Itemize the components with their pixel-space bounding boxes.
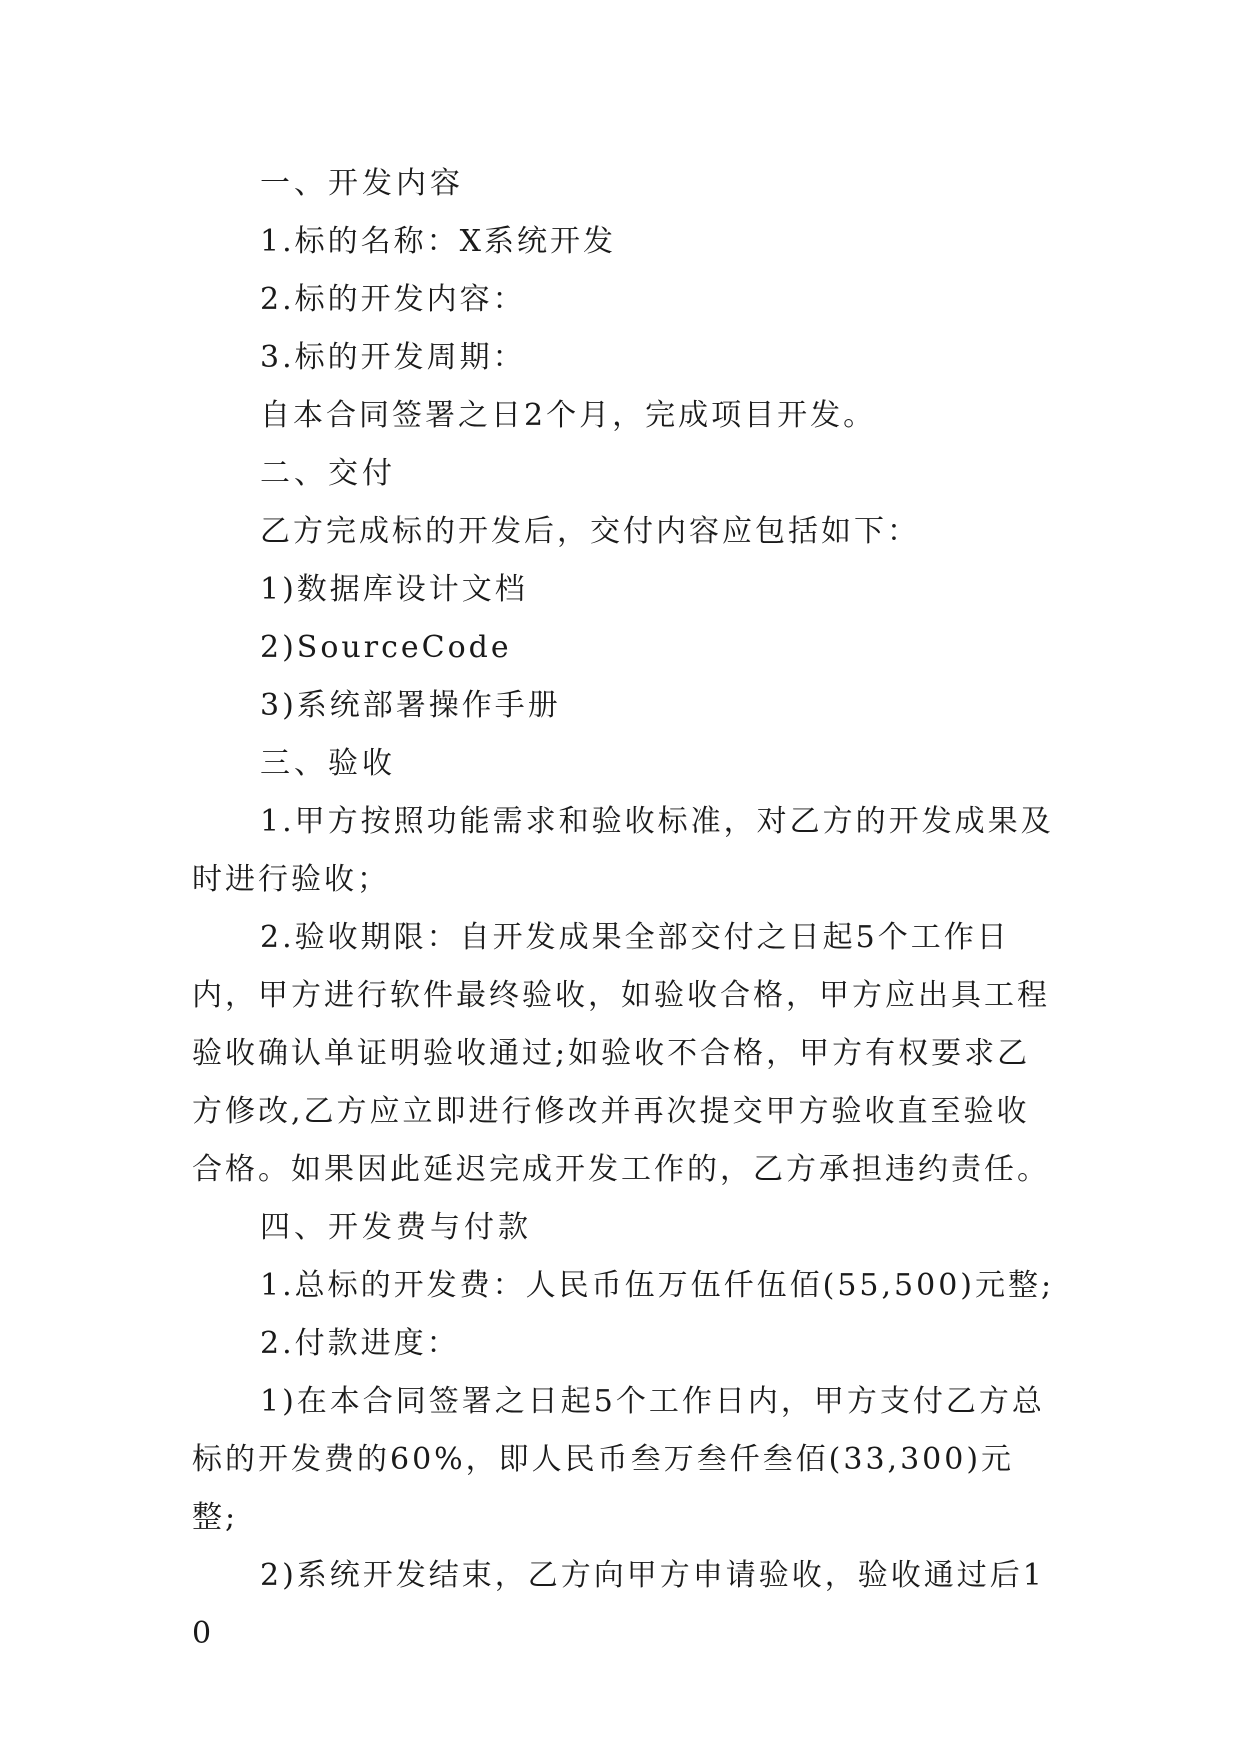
paragraph-development-period: 3.标的开发周期： [260, 340, 526, 375]
section-heading-fees-payment: 四、开发费与付款 [260, 1210, 532, 1245]
list-item-first-payment: 1)在本合同签署之日起5个工作日内，甲方支付乙方总标的开发费的60%，即人民币叁万叁仟叁佰(33,300)元整; [192, 1384, 1045, 1535]
list-item-second-payment: 2)系统开发结束，乙方向甲方申请验收，验收通过后10 [192, 1558, 1045, 1651]
paragraph-total-fee: 1.总标的开发费：人民币伍万伍仟伍佰(55,500)元整; [260, 1268, 1055, 1303]
paragraph-development-content: 2.标的开发内容： [260, 282, 526, 317]
section-heading-acceptance: 三、验收 [260, 746, 396, 781]
paragraph-delivery-intro: 乙方完成标的开发后，交付内容应包括如下： [260, 514, 920, 549]
list-item-source-code: 2)SourceCode [260, 630, 512, 665]
section-heading-development-content: 一、开发内容 [260, 166, 464, 201]
paragraph-payment-schedule: 2.付款进度： [260, 1326, 460, 1361]
document-page [192, 155, 1058, 1663]
paragraph-subject-name: 1.标的名称：X系统开发 [260, 224, 616, 259]
paragraph-acceptance-standard: 1.甲方按照功能需求和验收标准，对乙方的开发成果及时进行验收； [192, 804, 1054, 897]
paragraph-acceptance-deadline: 2.验收期限：自开发成果全部交付之日起5个工作日内，甲方进行软件最终验收，如验收合格，甲方应出具工程验收确认单证明验收通过;如验收不合格，甲方有权要求乙方修改,乙方应立即进行修改并再次提交甲方验收直至验收合格。如果因此延迟完成开发工作的，乙方承担违约责任。 [192, 920, 1050, 1187]
section-heading-delivery: 二、交付 [260, 456, 396, 491]
paragraph-period-detail: 自本合同签署之日2个月，完成项目开发。 [260, 398, 877, 433]
list-item-database-design: 1)数据库设计文档 [260, 572, 528, 607]
list-item-deployment-manual: 3)系统部署操作手册 [260, 688, 561, 723]
